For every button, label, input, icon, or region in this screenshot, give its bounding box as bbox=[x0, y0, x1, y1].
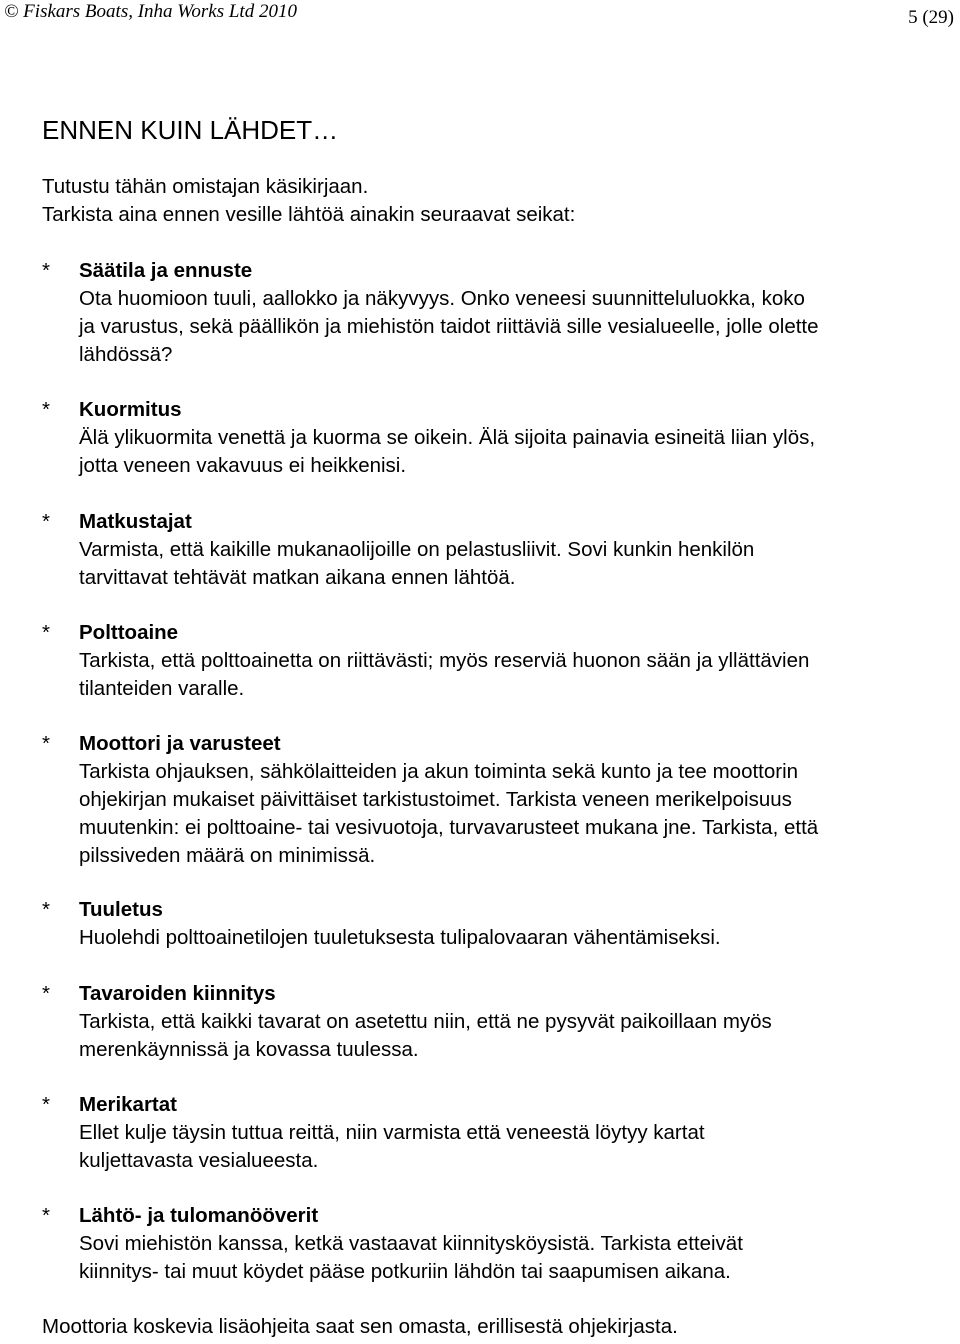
section-ventilation bbox=[42, 896, 952, 952]
section-line: ohjekirjan mukaiset päivittäiset tarkistustoimet. Tarkista veneen merikelpoisuus bbox=[79, 788, 792, 811]
section-line: ja varustus, sekä päällikön ja miehistön taidot riittäviä sille vesialueelle, jolle olette bbox=[79, 315, 819, 338]
section-body bbox=[79, 536, 952, 592]
section-heading-text: Matkustajat bbox=[79, 510, 192, 533]
section-body bbox=[79, 1230, 952, 1286]
section-heading-text: Tavaroiden kiinnitys bbox=[79, 982, 276, 1005]
section-heading-text: Tuuletus bbox=[79, 898, 163, 921]
bullet-marker: * bbox=[42, 982, 50, 1005]
bullet-marker: * bbox=[42, 898, 50, 921]
section-line: jotta veneen vakavuus ei heikkenisi. bbox=[79, 454, 407, 477]
section-heading bbox=[42, 1091, 952, 1119]
section-line: Tarkista, että kaikki tavarat on asetettu niin, että ne pysyvät paikoillaan myös bbox=[79, 1010, 772, 1033]
section-body bbox=[79, 647, 952, 703]
section-line: tarvittavat tehtävät matkan aikana ennen lähtöä. bbox=[79, 566, 516, 589]
page-title: ENNEN KUIN LÄHDET… bbox=[42, 115, 339, 145]
section-heading-text: Moottori ja varusteet bbox=[79, 732, 281, 755]
section-engine-equipment bbox=[42, 730, 952, 870]
section-line: Ota huomioon tuuli, aallokko ja näkyvyys. Onko veneesi suunnitteluluokka, koko bbox=[79, 287, 805, 310]
section-heading bbox=[42, 396, 952, 424]
section-loading bbox=[42, 396, 952, 480]
section-heading bbox=[42, 1202, 952, 1230]
section-weather bbox=[42, 257, 952, 369]
section-line: Tarkista ohjauksen, sähkölaitteiden ja akun toiminta sekä kunto ja tee moottorin bbox=[79, 760, 799, 783]
section-line: Varmista, että kaikille mukanaolijoille on pelastusliivit. Sovi kunkin henkilön bbox=[79, 538, 755, 561]
section-body bbox=[79, 285, 952, 369]
section-line: Sovi miehistön kanssa, ketkä vastaavat kiinnitysköysistä. Tarkista etteivät bbox=[79, 1232, 743, 1255]
bullet-marker: * bbox=[42, 1204, 50, 1227]
section-line: kuljettavasta vesialueesta. bbox=[79, 1149, 319, 1172]
section-passengers bbox=[42, 508, 952, 592]
section-body bbox=[79, 924, 952, 952]
section-body bbox=[79, 1119, 952, 1175]
section-departure-arrival bbox=[42, 1202, 952, 1286]
section-body bbox=[79, 758, 952, 870]
section-cargo-securing bbox=[42, 980, 952, 1064]
footer-note: Moottoria koskevia lisäohjeita saat sen omasta, erillisestä ohjekirjasta. bbox=[42, 1315, 678, 1338]
section-heading-text: Merikartat bbox=[79, 1093, 177, 1116]
bullet-marker: * bbox=[42, 621, 50, 644]
intro-line: Tarkista aina ennen vesille lähtöä ainakin seuraavat seikat: bbox=[42, 203, 576, 226]
section-line: Huolehdi polttoainetilojen tuuletuksesta tulipalovaaran vähentämiseksi. bbox=[79, 926, 721, 949]
bullet-marker: * bbox=[42, 259, 50, 282]
section-line: Ellet kulje täysin tuttua reittä, niin varmista että veneestä löytyy kartat bbox=[79, 1121, 705, 1144]
page-number: 5 (29) bbox=[908, 7, 954, 28]
copyright-header: © Fiskars Boats, Inha Works Ltd 2010 bbox=[4, 1, 297, 22]
bullet-marker: * bbox=[42, 1093, 50, 1116]
section-heading-text: Kuormitus bbox=[79, 398, 182, 421]
section-heading bbox=[42, 730, 952, 758]
section-line: merenkäynnissä ja kovassa tuulessa. bbox=[79, 1038, 419, 1061]
section-nautical-charts bbox=[42, 1091, 952, 1175]
section-body bbox=[79, 1008, 952, 1064]
section-heading bbox=[42, 619, 952, 647]
section-line: Tarkista, että polttoainetta on riittävästi; myös reserviä huonon sään ja yllättävien bbox=[79, 649, 810, 672]
section-heading-text: Säätila ja ennuste bbox=[79, 259, 253, 282]
section-heading bbox=[42, 896, 952, 924]
section-line: Älä ylikuormita venettä ja kuorma se oikein. Älä sijoita painavia esineitä liian ylös, bbox=[79, 426, 816, 449]
section-line: pilssiveden määrä on minimissä. bbox=[79, 844, 376, 867]
section-heading bbox=[42, 257, 952, 285]
section-heading bbox=[42, 508, 952, 536]
section-line: tilanteiden varalle. bbox=[79, 677, 245, 700]
bullet-marker: * bbox=[42, 510, 50, 533]
section-line: kiinnitys- tai muut köydet pääse potkuriin lähdön tai saapumisen aikana. bbox=[79, 1260, 731, 1283]
section-line: lähdössä? bbox=[79, 343, 173, 366]
section-heading-text: Lähtö- ja tulomanööverit bbox=[79, 1204, 319, 1227]
section-fuel bbox=[42, 619, 952, 703]
intro-paragraph bbox=[42, 173, 942, 229]
section-line: muutenkin: ei polttoaine- tai vesivuotoja, turvavarusteet mukana jne. Tarkista, että bbox=[79, 816, 819, 839]
intro-line: Tutustu tähän omistajan käsikirjaan. bbox=[42, 175, 369, 198]
section-body bbox=[79, 424, 952, 480]
section-heading bbox=[42, 980, 952, 1008]
bullet-marker: * bbox=[42, 732, 50, 755]
section-heading-text: Polttoaine bbox=[79, 621, 179, 644]
bullet-marker: * bbox=[42, 398, 50, 421]
